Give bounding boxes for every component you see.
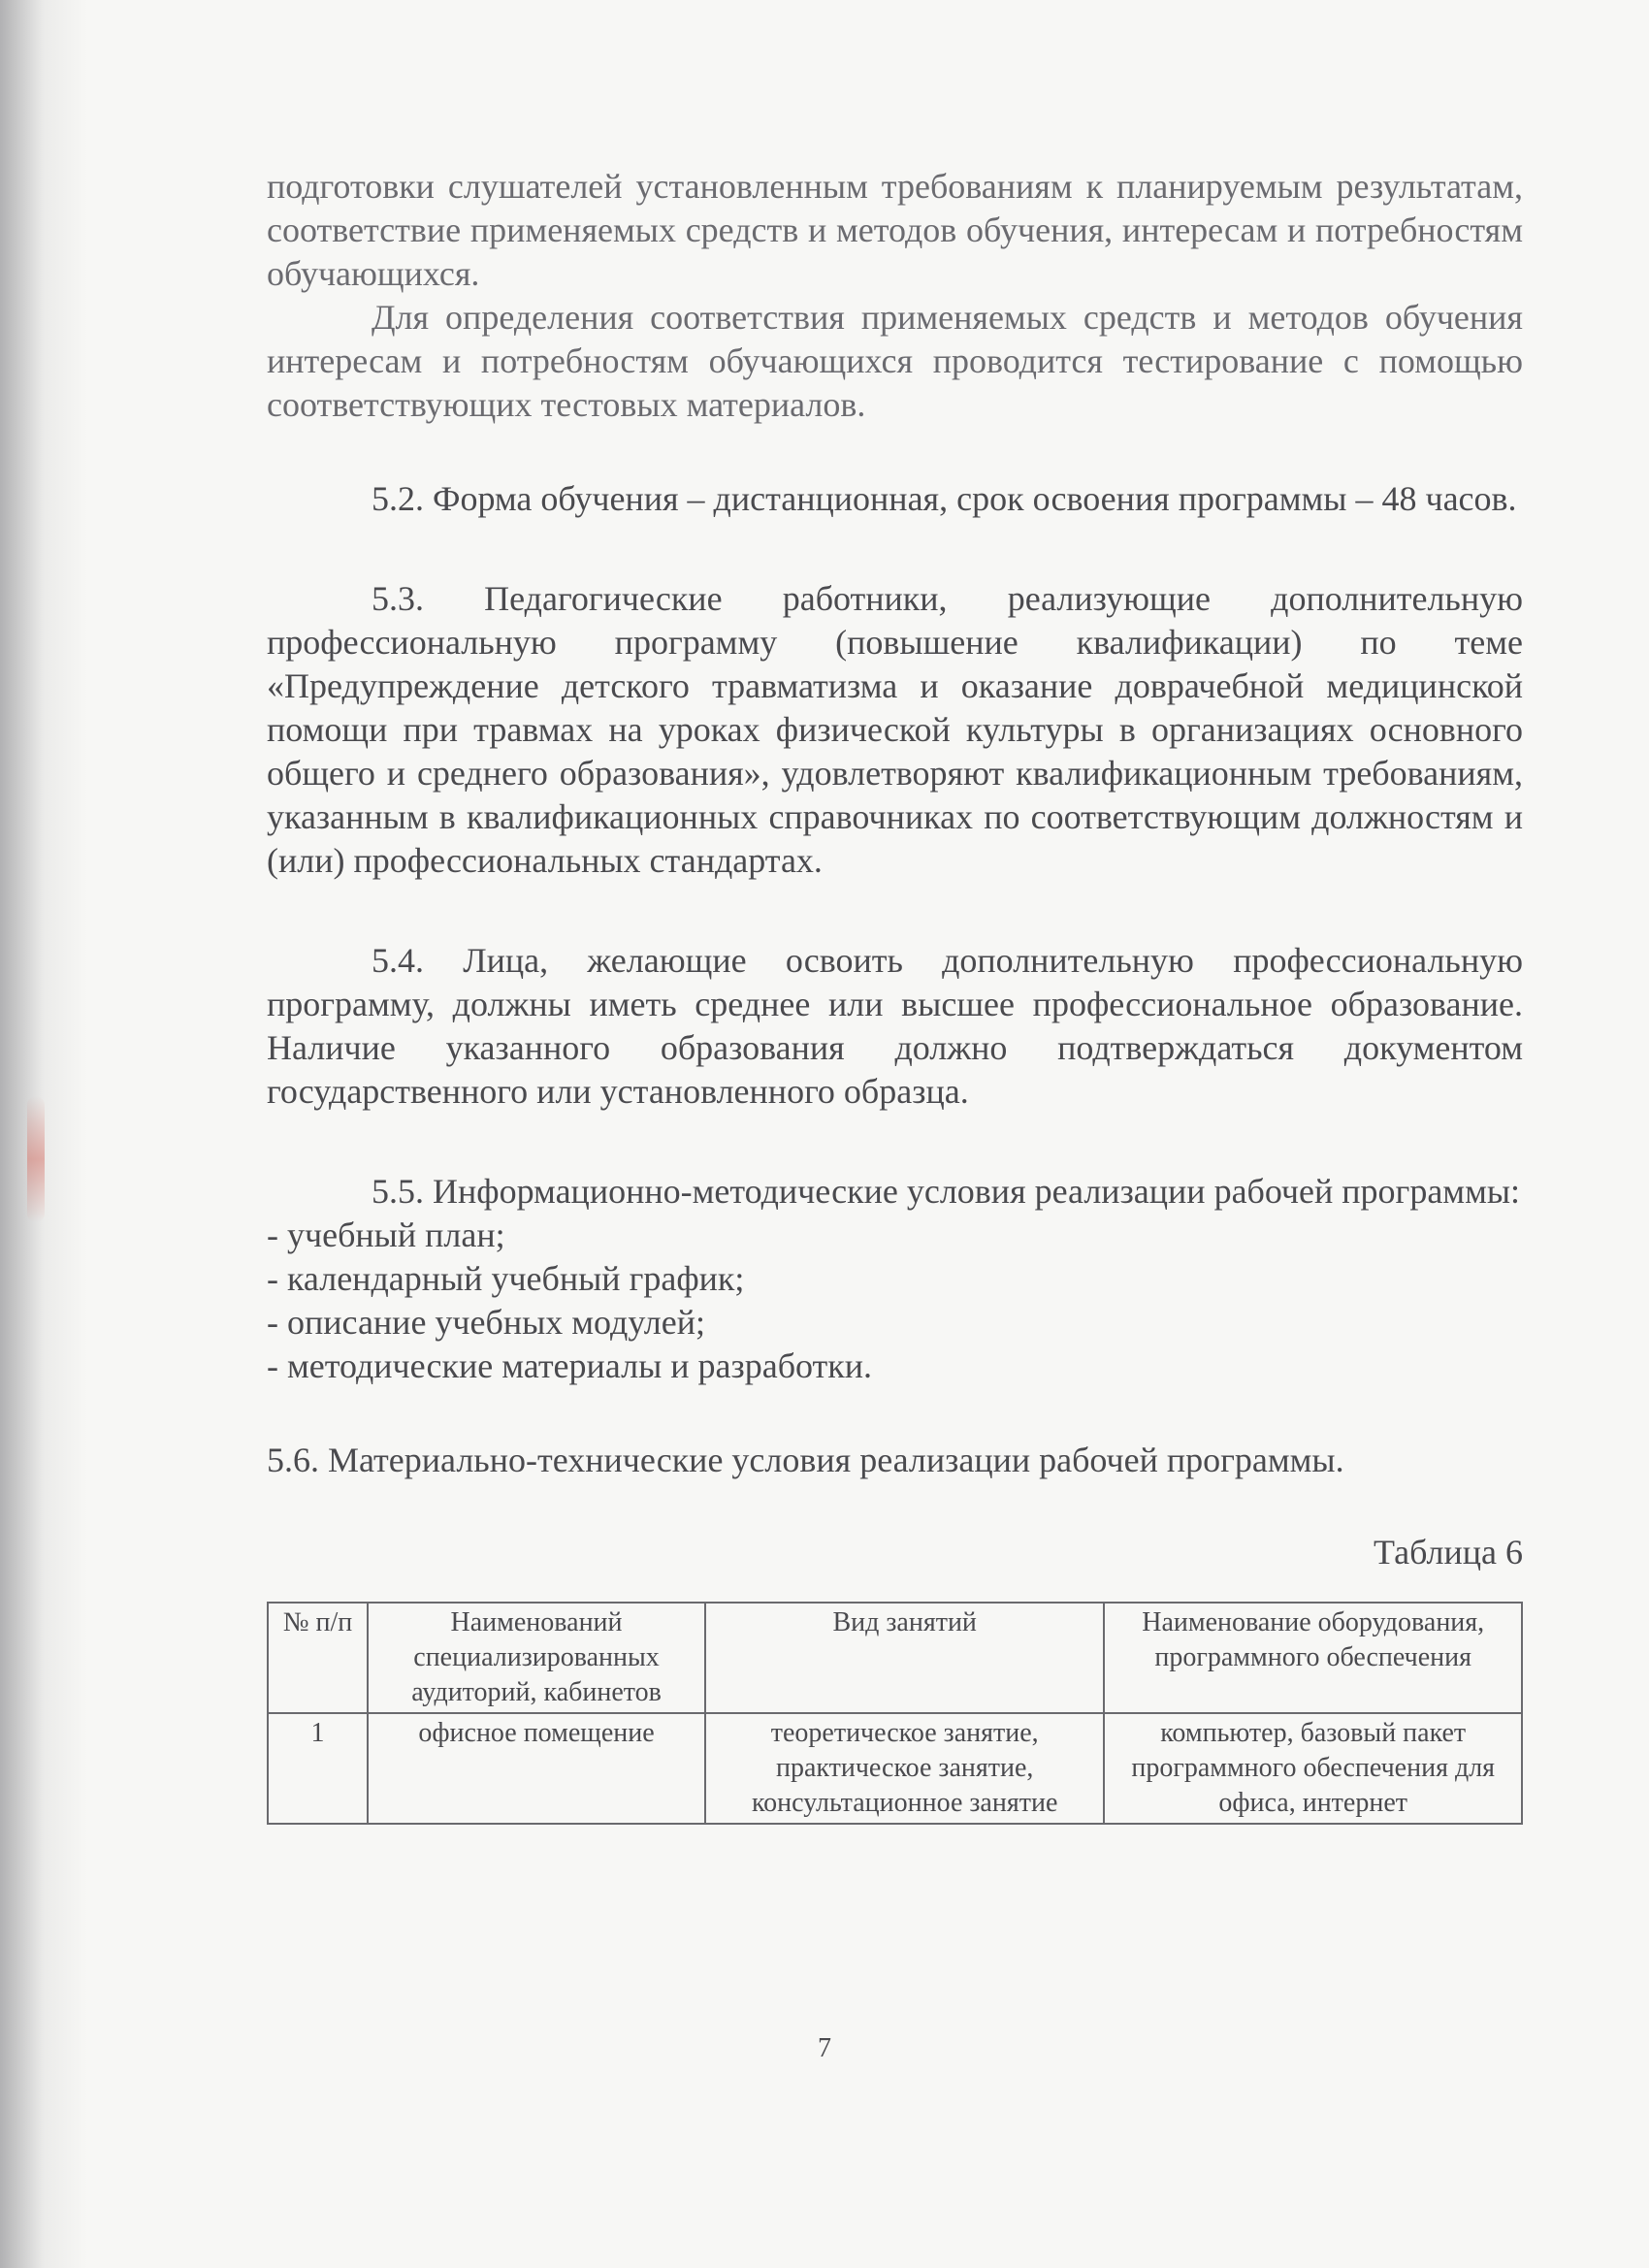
table-header-row bbox=[268, 1603, 1522, 1713]
equipment-table bbox=[267, 1602, 1523, 1825]
paragraph-5-6: 5.6. Материально-технические условия реализации рабочей программы. bbox=[267, 1441, 1344, 1479]
document-page bbox=[267, 165, 1523, 1825]
cell-activity: теоретическое занятие, практическое занятие, консультационное занятие bbox=[705, 1713, 1104, 1824]
table-caption: Таблица 6 bbox=[1374, 1533, 1523, 1571]
header-number: № п/п bbox=[268, 1603, 368, 1713]
paragraph-5-4: 5.4. Лица, желающие освоить дополнительную профессиональную программу, должны иметь среднее или высшее профессиональное образование. Наличие указанного образования должно подтверждаться документом государственного или установленного образца. bbox=[267, 941, 1523, 1111]
cell-equipment: компьютер, базовый пакет программного обеспечения для офиса, интернет bbox=[1104, 1713, 1522, 1824]
cell-number: 1 bbox=[268, 1713, 368, 1824]
paragraph-intro: подготовки слушателей установленным требованиям к планируемым результатам, соответствие применяемых средств и методов обучения, интересам и потребностям обучающихся. bbox=[267, 167, 1523, 293]
cell-rooms: офисное помещение bbox=[368, 1713, 705, 1824]
page-number: 7 bbox=[818, 2033, 831, 2063]
paragraph-testing: Для определения соответствия применяемых средств и методов обучения интересам и потребностям обучающихся проводится тестирование с помощью соответствующих тестовых материалов. bbox=[267, 298, 1523, 424]
list-item: - методические материалы и разработки. bbox=[267, 1346, 873, 1385]
header-activity: Вид занятий bbox=[705, 1603, 1104, 1713]
scan-color-artifact bbox=[27, 1096, 45, 1222]
list-item: - календарный учебный график; bbox=[267, 1259, 745, 1298]
paragraph-5-3: 5.3. Педагогические работники, реализующие дополнительную профессиональную программу (повышение квалификации) по теме «Предупреждение детского травматизма и оказание доврачебной медицинской помощи при травмах на уроках физической культуры в организациях основного общего и среднего образования», удовлетворяют квалификационным требованиям, указанным в квалификационных справочниках по соответствующим должностям и (или) профессиональных стандартах. bbox=[267, 579, 1523, 880]
header-equipment: Наименование оборудования, программного обеспечения bbox=[1104, 1603, 1522, 1713]
list-item: - учебный план; bbox=[267, 1215, 505, 1254]
table-row bbox=[268, 1713, 1522, 1824]
methodical-list bbox=[267, 1214, 1523, 1388]
paragraph-5-2: 5.2. Форма обучения – дистанционная, срок освоения программы – 48 часов. bbox=[372, 479, 1517, 518]
paragraph-5-5: 5.5. Информационно-методические условия реализации рабочей программы: bbox=[372, 1172, 1521, 1211]
header-rooms: Наименований специализированных аудиторий, кабинетов bbox=[368, 1603, 705, 1713]
list-item: - описание учебных модулей; bbox=[267, 1303, 705, 1342]
